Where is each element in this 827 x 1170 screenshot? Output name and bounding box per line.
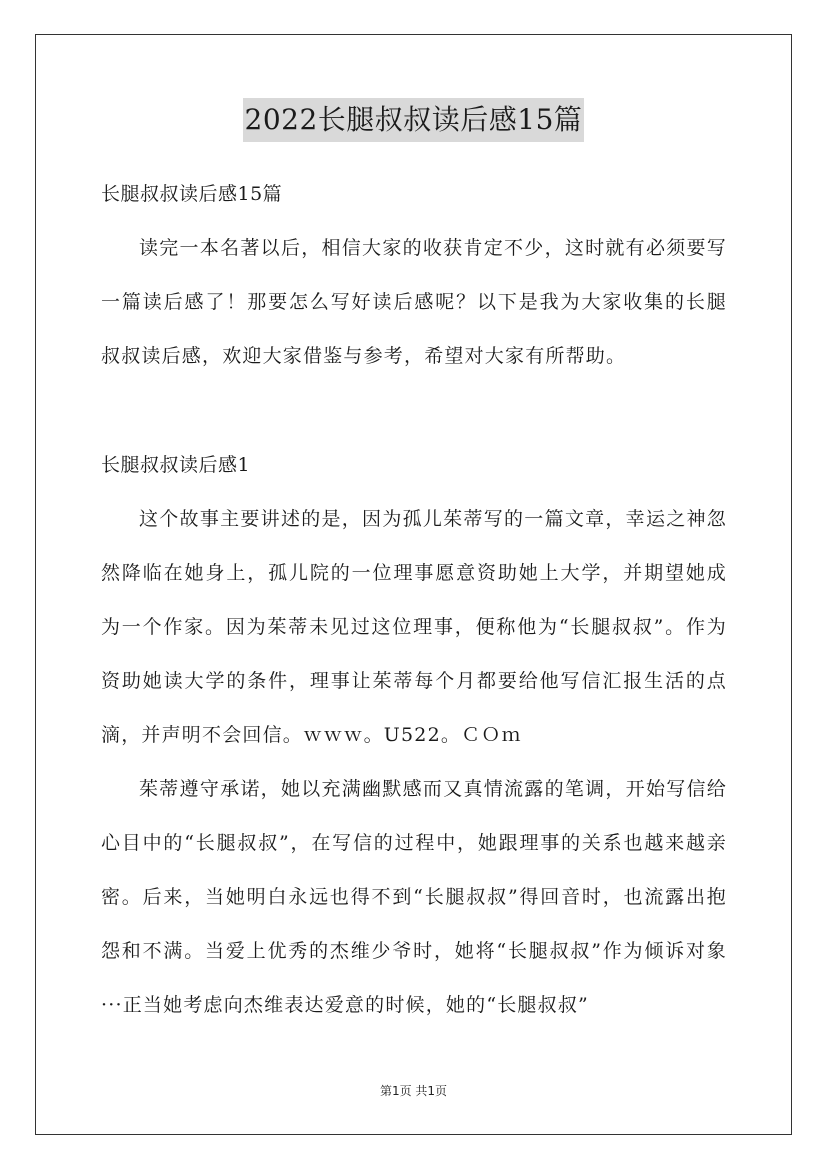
body-paragraph: 这个故事主要讲述的是，因为孤儿茱蒂写的一篇文章，幸运之神忽然降临在她身上，孤儿院的一位理事愿意资助她上大学，并期望她成为一个作家。因为茱蒂未见过这位理事，便称他为“长腿叔叔”。作为资助她读大学的条件，理事让茱蒂每个月都要给他写信汇报生活的点滴，并声明不会回信。ｗｗｗ。U522。ＣＯｍ — [101, 508, 727, 746]
document-title-wrap — [0, 98, 827, 142]
page-footer: 第1页 共1页 — [379, 1084, 448, 1098]
subtitle: 长腿叔叔读后感15篇 — [101, 183, 283, 205]
section-heading: 长腿叔叔读后感1 — [101, 454, 251, 476]
body-paragraph-2: 茱蒂遵守承诺，她以充满幽默感而又真情流露的笔调，开始写信给心目中的“长腿叔叔”，在写信的过程中，她跟理事的关系也越来越亲密。后来，当她明白永远也得不到“长腿叔叔”得回音时，也流露出抱怨和不满。当爱上优秀的杰维少爷时，她将“长腿叔叔”作为倾诉对象···正当她考虑向杰维表达爱意的时候，她的“长腿叔叔” — [101, 778, 727, 1016]
intro-paragraph: 读完一本名著以后，相信大家的收获肯定不少，这时就有必须要写一篇读后感了！那要怎么写好读后感呢？以下是我为大家收集的长腿叔叔读后感，欢迎大家借鉴与参考，希望对大家有所帮助。 — [101, 237, 727, 367]
document-title: 2022长腿叔叔读后感15篇 — [243, 98, 585, 142]
